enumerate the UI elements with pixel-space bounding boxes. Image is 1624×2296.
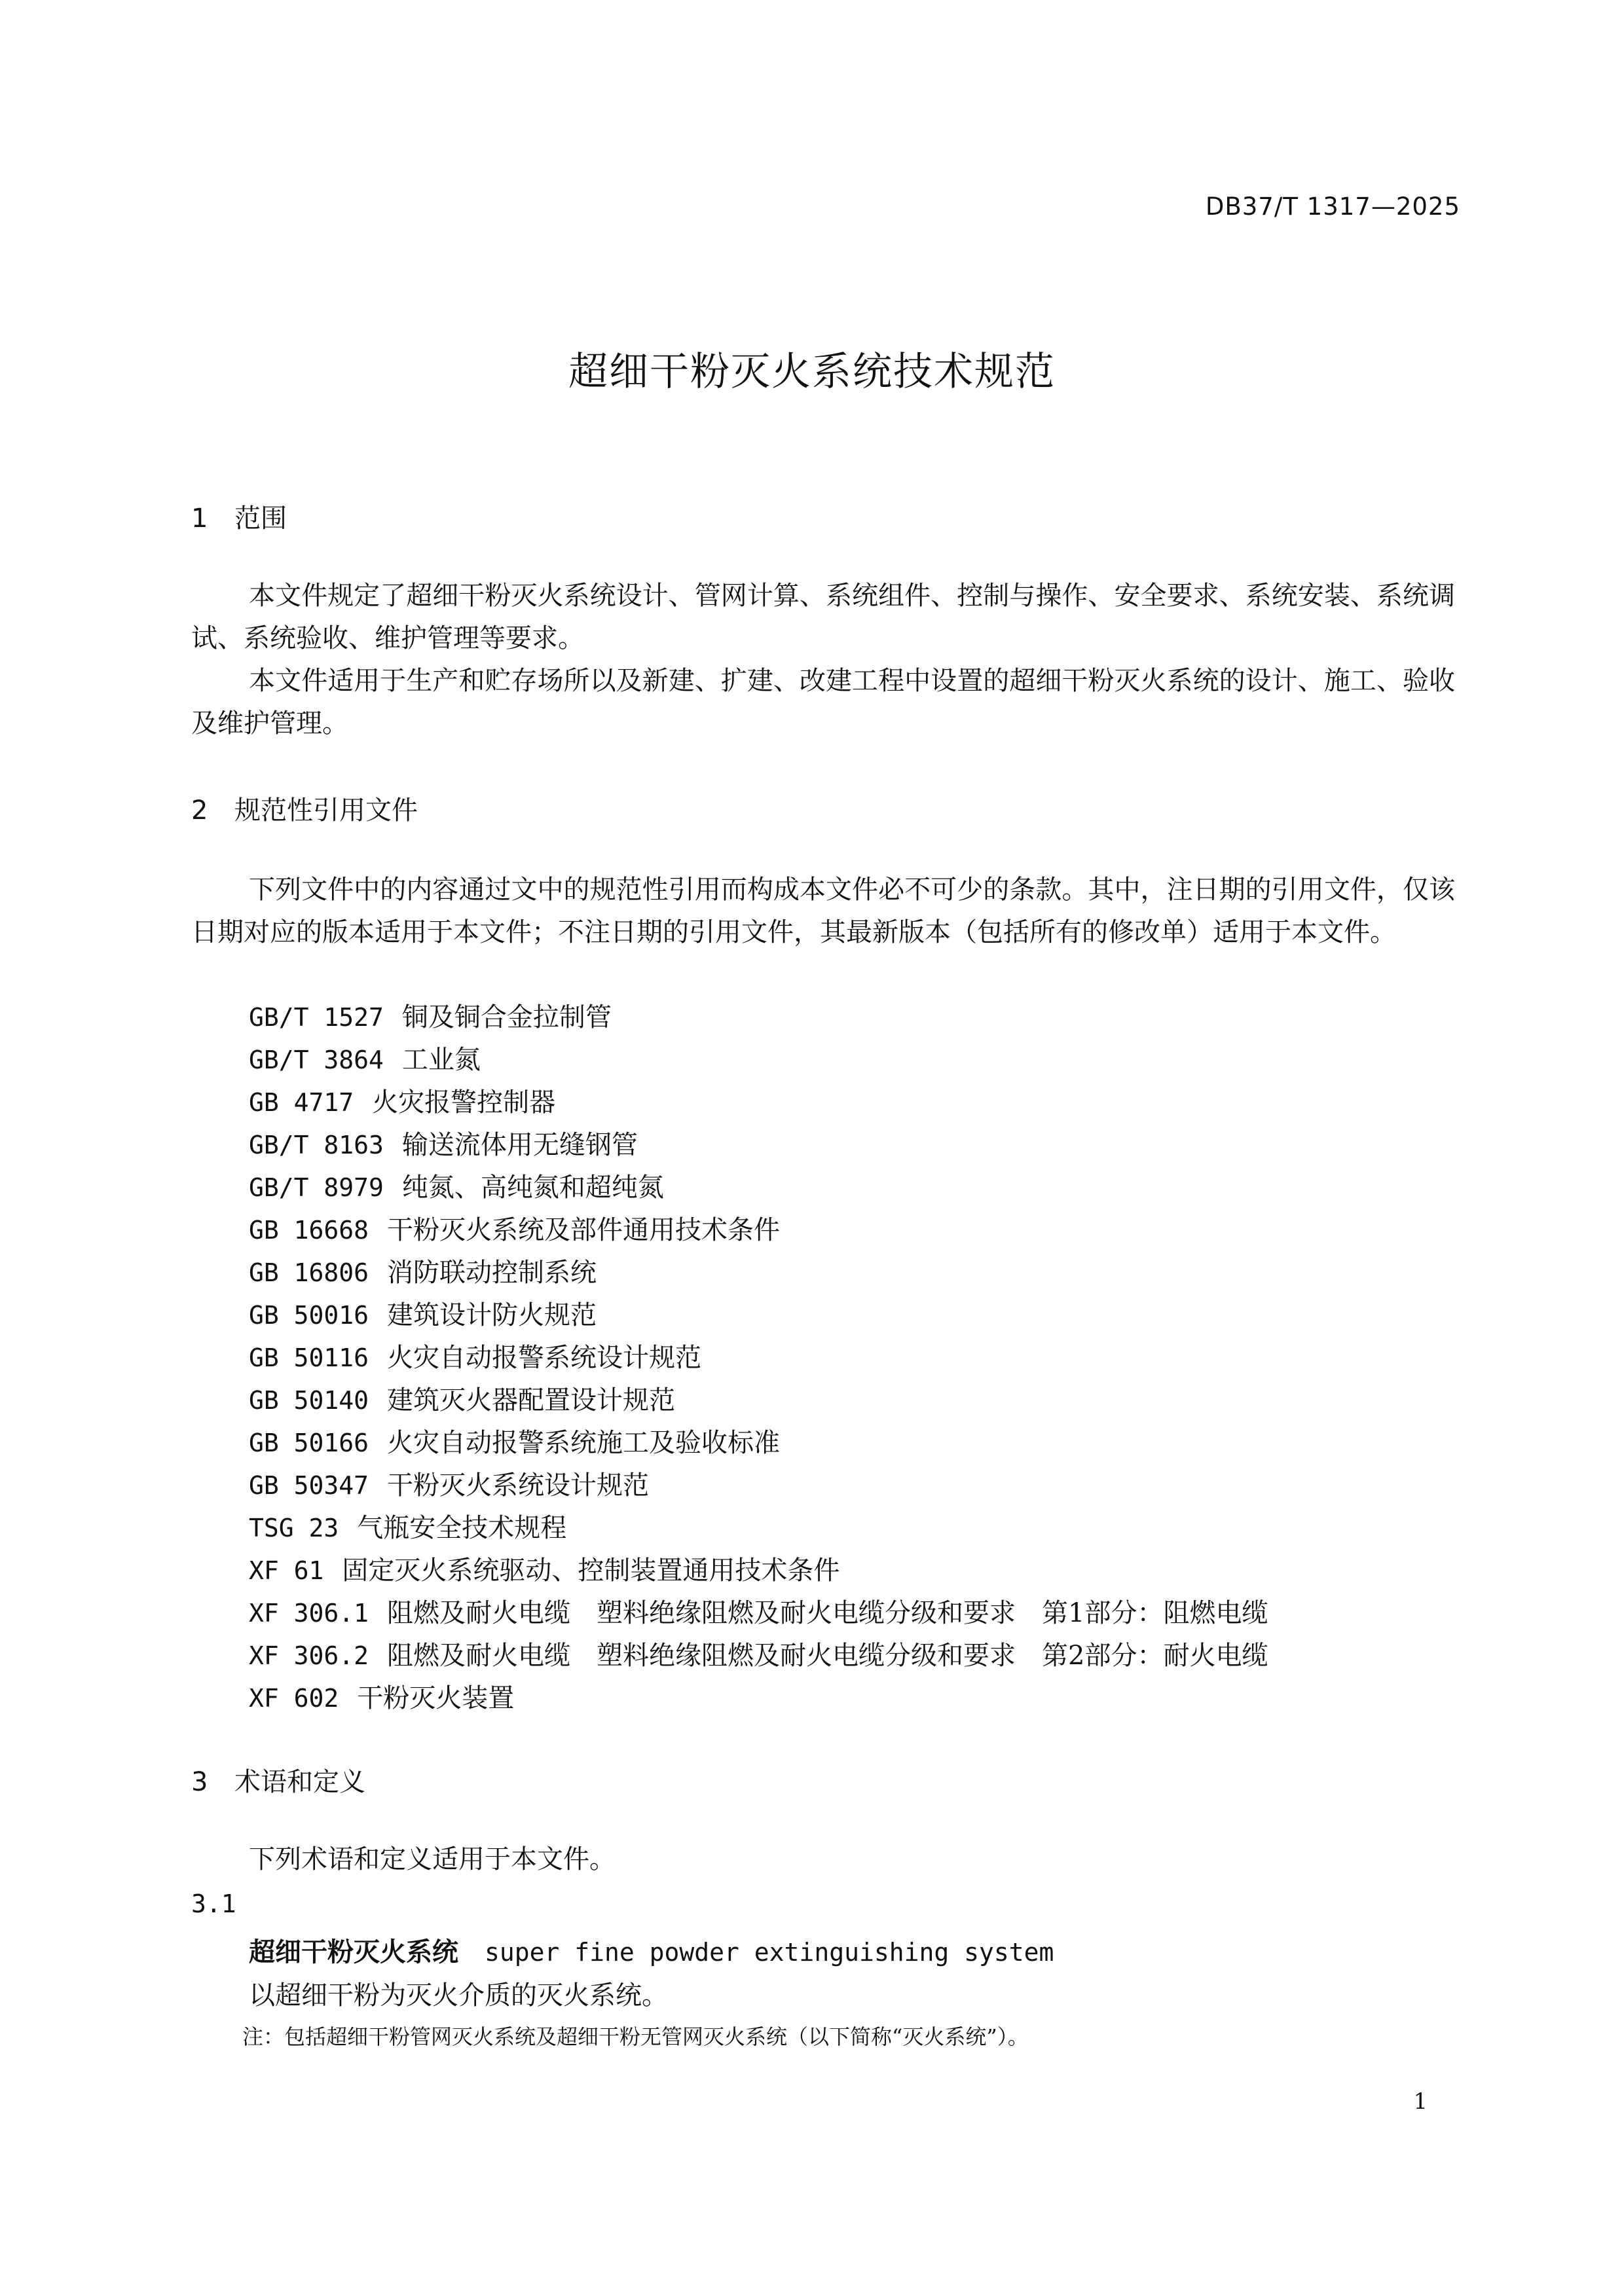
scope-paragraph-2: 本文件适用于生产和贮存场所以及新建、扩建、改建工程中设置的超细干粉灭火系统的设计、施工、验收及维护管理。 [191,666,1455,738]
reference-name: 火灾报警控制器 [372,1087,556,1118]
reference-item [249,1677,1268,1720]
term-english: super fine powder extinguishing system [485,1938,1054,1967]
reference-item [249,1209,1268,1252]
reference-name: 消防联动控制系统 [387,1258,597,1288]
reference-name: 干粉灭火系统及部件通用技术条件 [387,1215,781,1245]
reference-code: XF 61 [249,1556,324,1585]
document-title: 超细干粉灭火系统技术规范 [568,349,1056,395]
reference-name: 阻燃及耐火电缆 塑料绝缘阻燃及耐火电缆分级和要求 第2部分：耐火电缆 [387,1641,1268,1671]
reference-item [249,996,1268,1039]
section-title: 术语和定义 [234,1767,365,1797]
reference-code: GB/T 3864 [249,1046,384,1074]
reference-name: 固定灭火系统驱动、控制装置通用技术条件 [342,1556,840,1586]
reference-code: GB 50016 [249,1301,369,1330]
reference-name: 建筑设计防火规范 [387,1300,597,1330]
reference-name: 火灾自动报警系统施工及验收标准 [387,1428,781,1458]
reference-item [249,1294,1268,1337]
reference-item [249,1337,1268,1379]
reference-code: GB 16668 [249,1216,369,1245]
reference-item [249,1635,1268,1677]
section-2-heading [191,790,418,827]
reference-item [249,1592,1268,1635]
reference-item [249,1507,1268,1550]
reference-item [249,1124,1268,1167]
reference-item [249,1422,1268,1465]
reference-code: GB 4717 [249,1088,354,1117]
reference-name: 干粉灭火系统设计规范 [387,1470,650,1501]
reference-item [249,1550,1268,1592]
reference-list [249,996,1268,1720]
term-chinese: 超细干粉灭火系统 [249,1937,458,1967]
reference-name: 干粉灭火装置 [357,1683,515,1713]
term-entry [249,1931,1054,1969]
section-title: 规范性引用文件 [234,795,418,826]
reference-item [249,1252,1268,1294]
reference-code: XF 306.1 [249,1599,369,1628]
reference-code: GB 16806 [249,1258,369,1287]
standard-code: DB37/T 1317—2025 [1205,192,1460,221]
terms-intro: 下列术语和定义适用于本文件。 [249,1844,616,1874]
section-number: 3 [191,1767,208,1797]
reference-code: GB/T 1527 [249,1003,384,1032]
reference-name: 阻燃及耐火电缆 塑料绝缘阻燃及耐火电缆分级和要求 第1部分：阻燃电缆 [387,1598,1268,1628]
references-intro: 下列文件中的内容通过文中的规范性引用而构成本文件必不可少的条款。其中，注日期的引用文件，仅该日期对应的版本适用于本文件；不注日期的引用文件，其最新版本（包括所有的修改单）适用于本文件。 [191,875,1455,947]
reference-code: GB/T 8163 [249,1131,384,1159]
scope-paragraph-1: 本文件规定了超细干粉灭火系统设计、管网计算、系统组件、控制与操作、安全要求、系统安装、系统调试、系统验收、维护管理等要求。 [191,581,1455,653]
term-definition: 以超细干粉为灭火介质的灭火系统。 [249,1980,668,2011]
reference-code: GB 50116 [249,1343,369,1372]
reference-name: 铜及铜合金拉制管 [401,1002,612,1032]
reference-code: GB 50347 [249,1471,369,1500]
reference-code: XF 306.2 [249,1641,369,1670]
section-3-heading [191,1761,365,1798]
section-number: 1 [191,503,208,534]
reference-item [249,1167,1268,1209]
reference-item [249,1379,1268,1422]
reference-code: GB 50166 [249,1429,369,1457]
reference-name: 建筑灭火器配置设计规范 [387,1385,676,1415]
page-number: 1 [1413,2088,1428,2115]
reference-name: 工业氮 [401,1045,481,1075]
note-text: 包括超细干粉管网灭火系统及超细干粉无管网灭火系统（以下简称“灭火系统”）。 [284,2024,1029,2049]
reference-code: GB 50140 [249,1386,369,1415]
reference-name: 气瓶安全技术规程 [357,1513,567,1543]
section-1-heading [191,498,287,535]
note-label: 注： [242,2024,285,2049]
reference-code: TSG 23 [249,1514,339,1542]
reference-item [249,1082,1268,1124]
term-note [242,2020,1029,2050]
reference-code: GB/T 8979 [249,1173,384,1202]
section-title: 范围 [234,503,287,534]
reference-item [249,1039,1268,1082]
reference-name: 输送流体用无缝钢管 [401,1130,638,1160]
reference-item [249,1465,1268,1507]
reference-name: 纯氮、高纯氮和超纯氮 [401,1173,664,1203]
reference-name: 火灾自动报警系统设计规范 [387,1343,702,1373]
term-number: 3.1 [191,1889,236,1918]
section-number: 2 [191,795,208,826]
reference-code: XF 602 [249,1684,339,1713]
